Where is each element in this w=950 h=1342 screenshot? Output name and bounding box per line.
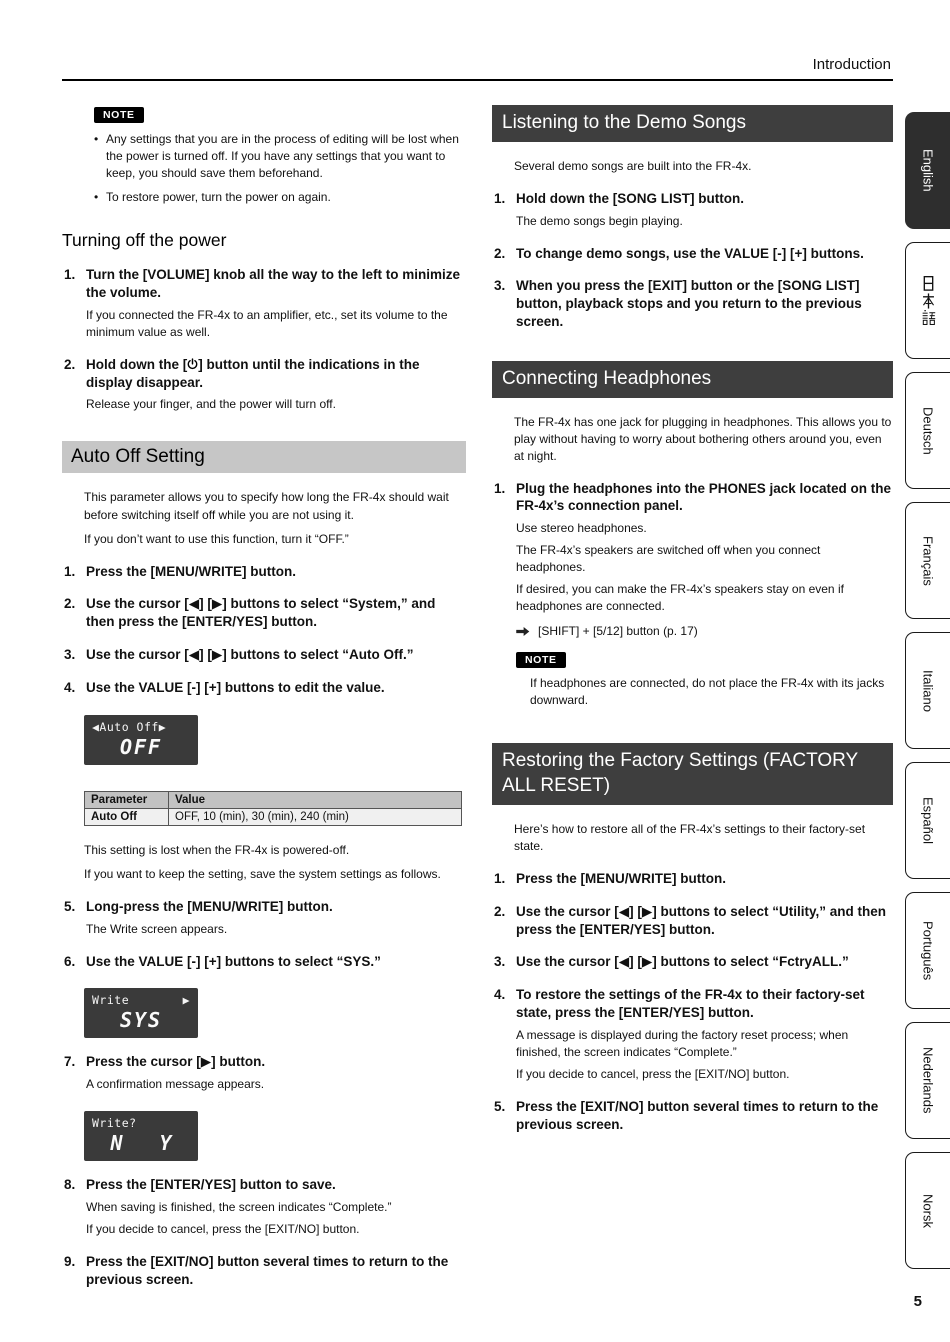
step-number: 1. (494, 480, 506, 496)
step-body: The Write screen appears. (86, 921, 228, 936)
right-column (492, 105, 893, 1289)
step-title: To restore the settings of the FR-4x to their factory-set state, press the [ENTER/YES] button. (516, 987, 865, 1020)
section-header-auto-off-setting: Auto Off Setting (62, 441, 466, 473)
note-badge: NOTE (516, 652, 566, 668)
step (62, 266, 466, 341)
note-item: • To restore power, turn the power on again. (94, 189, 466, 206)
lcd-option-yes: Y (159, 1131, 172, 1156)
step (492, 245, 893, 263)
step (492, 903, 893, 939)
step-title: Press the [ENTER/YES] button to save. (86, 1177, 336, 1193)
tab-italiano[interactable]: Italiano (905, 632, 950, 749)
step-title: Press the cursor [▶] button. (86, 1054, 266, 1070)
lcd-cursor-arrow: ▶ (182, 993, 190, 1008)
step-number: 1. (494, 190, 506, 206)
step-title: Use the cursor [◀] [▶] buttons to select “Utility,” and then press the [ENTER/YES] button. (516, 903, 887, 937)
step-body: A message is displayed during the factory reset process; when finished, the screen indicates “Complete.” (516, 1027, 849, 1059)
table-header-parameter: Parameter (85, 791, 169, 808)
step (492, 277, 893, 330)
tab-deutsch[interactable]: Deutsch (905, 372, 950, 489)
step-title: Use the cursor [◀] [▶] buttons to select “FctryALL.” (516, 954, 849, 970)
step (492, 480, 893, 710)
tab-espanol[interactable]: Español (905, 762, 950, 879)
step (62, 595, 466, 631)
lcd-screen-write-confirm (84, 1111, 198, 1161)
step-title: When you press the [EXIT] button or the [SONG LIST] button, playback stops and you return to the previous screen. (516, 278, 862, 329)
note-block (516, 650, 893, 709)
step (62, 1253, 466, 1289)
tab-norsk[interactable]: Norsk (905, 1152, 950, 1269)
step-title: Use the VALUE [-] [+] buttons to select “SYS.” (86, 953, 381, 969)
step-number: 3. (494, 278, 506, 294)
tab-english[interactable]: English (905, 112, 950, 229)
note-list (94, 131, 466, 206)
step-body: A confirmation message appears. (86, 1077, 265, 1092)
step-body: When saving is finished, the screen indicates “Complete.” (86, 1200, 392, 1214)
lcd-line2: SYS (119, 1008, 163, 1033)
page-header (62, 56, 893, 81)
step-title: Press the [EXIT/NO] button several times to return to the previous screen. (86, 1254, 449, 1287)
step-number: 9. (64, 1254, 76, 1270)
step-body: If you connected the FR-4x to an amplifier, etc., set its volume to the minimum value as well. (86, 307, 448, 339)
note-text: If headphones are connected, do not place the FR-4x with its jacks downward. (530, 676, 885, 708)
breadcrumb: Introduction (812, 56, 891, 73)
step-number: 1. (494, 870, 506, 886)
step-title: Hold down the [ ] button until the indications in the display disappear. (86, 356, 420, 390)
japanese-label-glyphs (920, 275, 937, 327)
step-number: 2. (64, 596, 76, 612)
note-badge: NOTE (94, 107, 144, 123)
step-number: 5. (494, 1098, 506, 1114)
tab-japanese[interactable] (905, 242, 950, 359)
step (62, 356, 466, 414)
step-body: The FR-4x’s speakers are switched off when you connect headphones. (516, 543, 821, 575)
step-number: 3. (494, 954, 506, 970)
table-cell-value: OFF, 10 (min), 30 (min), 240 (min) (169, 808, 462, 825)
table-header-row (85, 791, 462, 808)
step-title: Press the [MENU/WRITE] button. (86, 563, 296, 579)
paragraph: If you don’t want to use this function, turn it “OFF.” (84, 531, 349, 546)
step (492, 1098, 893, 1134)
step (492, 190, 893, 230)
step-body: If you decide to cancel, press the [EXIT/NO] button. (516, 1066, 790, 1081)
paragraph: The FR-4x has one jack for plugging in headphones. This allows you to play without having to worry about bothering others around you, even at night. (514, 414, 892, 463)
lcd-option-no: N (110, 1131, 123, 1156)
lcd-line1: Write? (92, 1116, 137, 1131)
tab-portugues[interactable]: Português (905, 892, 950, 1009)
step (492, 953, 893, 971)
step-number: 2. (494, 245, 506, 261)
step-number: 1. (64, 563, 76, 579)
step-title: Long-press the [MENU/WRITE] button. (86, 898, 333, 914)
auto-off-parameter-table (84, 791, 462, 826)
step-number: 8. (64, 1177, 76, 1193)
step-title: To change demo songs, use the VALUE [-] [+] buttons. (516, 245, 864, 261)
section-header-factory-reset: Restoring the Factory Settings (FACTORY ALL RESET) (492, 743, 893, 804)
section-heading-turning-off: Turning off the power (62, 230, 227, 251)
tab-nederlands[interactable]: Nederlands (905, 1022, 950, 1139)
paragraph: This parameter allows you to specify how long the FR-4x should wait before switching itself off while you are not using it. (84, 490, 449, 522)
step (62, 953, 466, 971)
step-body: The demo songs begin playing. (516, 213, 683, 228)
step (492, 870, 893, 888)
lcd-screen-auto-off (84, 715, 198, 765)
step-body: If desired, you can make the FR-4x’s speakers stay on even if headphones are connected. (516, 582, 844, 614)
step-title: Use the VALUE [-] [+] buttons to edit the value. (86, 679, 385, 695)
step-number: 2. (494, 903, 506, 919)
step-body: If you decide to cancel, press the [EXIT/NO] button. (86, 1222, 360, 1237)
section-header-connecting-headphones: Connecting Headphones (492, 361, 893, 398)
step (62, 898, 466, 938)
step (62, 1176, 466, 1238)
step-number: 4. (64, 679, 76, 695)
lcd-line1: Write (92, 993, 130, 1008)
note-item: • Any settings that you are in the process of editing will be lost when the power is turned off. If you have any settings that you want to keep, you should save them beforehand. (94, 131, 466, 182)
left-column (62, 105, 466, 1289)
step-number: 5. (64, 898, 76, 914)
step (62, 679, 466, 697)
step-title: Plug the headphones into the PHONES jack located on the FR-4x’s connection panel. (516, 480, 892, 514)
paragraph: Here’s how to restore all of the FR-4x’s settings to their factory-set state. (514, 821, 866, 853)
step (492, 986, 893, 1083)
step-number: 4. (494, 987, 506, 1003)
paragraph: This setting is lost when the FR-4x is powered-off. (84, 842, 350, 857)
table-header-value: Value (169, 791, 462, 808)
lcd-line1: ◀Auto Off▶ (92, 719, 167, 734)
language-tab-strip (905, 112, 950, 1269)
step-title: Press the [EXIT/NO] button several times to return to the previous screen. (516, 1098, 879, 1132)
step-body: Use stereo headphones. (516, 521, 647, 536)
tab-francais[interactable]: Français (905, 502, 950, 619)
step (62, 646, 466, 664)
step-title: Use the cursor [◀] [▶] buttons to select “System,” and then press the [ENTER/YES] button. (86, 596, 436, 630)
step-number: 1. (64, 267, 76, 283)
paragraph: Several demo songs are built into the FR-4x. (514, 158, 752, 173)
note-block (94, 105, 466, 206)
lcd-line2: OFF (119, 734, 163, 759)
power-icon (187, 358, 198, 370)
arrow-right-icon (516, 627, 530, 636)
step-number: 2. (64, 356, 76, 372)
cross-reference-text: [SHIFT] + [5/12] button (p. 17) (538, 624, 698, 639)
step-title: Use the cursor [◀] [▶] buttons to select “Auto Off.” (86, 647, 414, 662)
table-cell-parameter: Auto Off (85, 808, 169, 825)
step-body: Release your finger, and the power will turn off. (86, 397, 336, 412)
step-title: Turn the [VOLUME] knob all the way to the left to minimize the volume. (86, 267, 461, 300)
step-title: Press the [MENU/WRITE] button. (516, 870, 726, 886)
step-number: 6. (64, 953, 76, 969)
paragraph: If you want to keep the setting, save the system settings as follows. (84, 866, 441, 881)
step-number: 7. (64, 1054, 76, 1070)
table-row (85, 808, 462, 825)
step (62, 563, 466, 581)
header-rule (62, 79, 893, 81)
step-title: Hold down the [SONG LIST] button. (516, 190, 744, 206)
step-number: 3. (64, 647, 76, 662)
cross-reference (516, 624, 893, 638)
section-header-demo-songs: Listening to the Demo Songs (492, 105, 893, 142)
step (62, 1053, 466, 1093)
page-number: 5 (913, 1293, 922, 1310)
lcd-screen-write-sys (84, 988, 198, 1038)
